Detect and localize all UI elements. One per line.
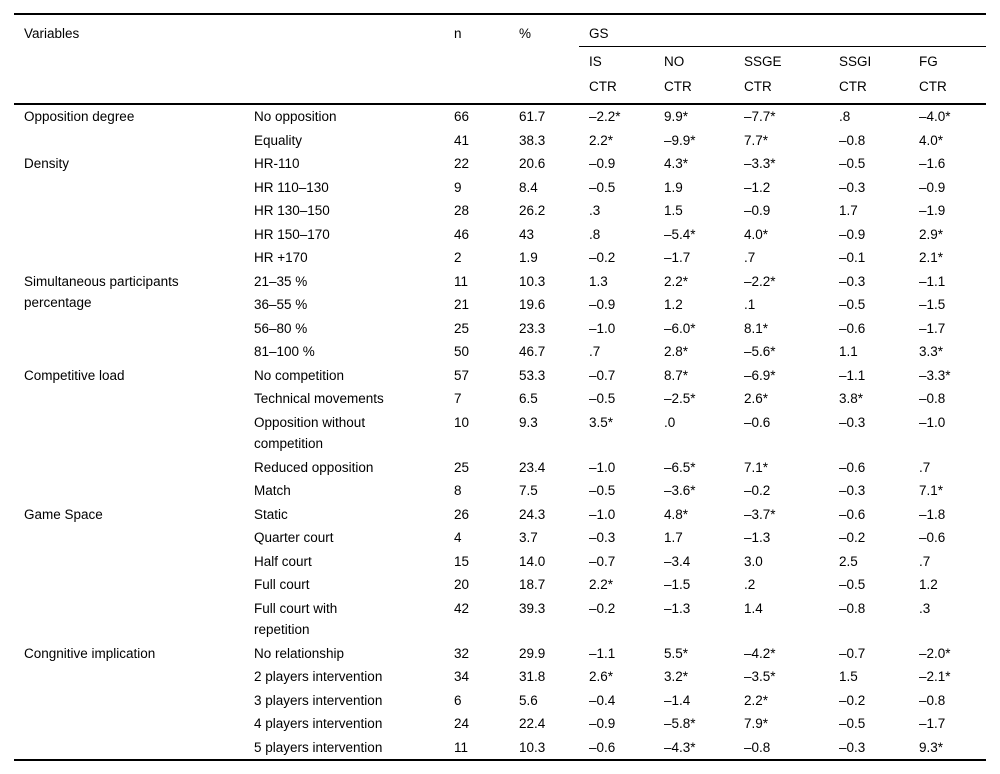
ctr-value-ssgi: –0.6 — [839, 506, 866, 522]
ctr-value-is: –2.2* — [589, 109, 621, 124]
ctr-value-no: 9.9* — [664, 109, 689, 124]
n-value: 41 — [454, 132, 470, 148]
ctr-value-ssgi: .8 — [839, 109, 851, 124]
ctr-value-no: 2.2* — [664, 273, 689, 289]
table-body — [14, 104, 986, 760]
ctr-value-ssgi: –1.1 — [839, 367, 866, 383]
ctr-value-no: –5.4* — [664, 226, 696, 242]
ctr-value-fg: .7 — [919, 459, 931, 475]
ctr-value-fg: –0.8 — [919, 692, 946, 708]
n-value: 25 — [454, 320, 470, 336]
category-label: HR 130–150 — [254, 203, 330, 218]
pct-value: 7.5 — [519, 483, 538, 498]
ctr-value-is: –1.1 — [589, 645, 616, 661]
ctr-value-no: 4.3* — [664, 156, 689, 171]
ctr-value-is: –0.2 — [589, 600, 616, 616]
ctr-value-ssge: –3.5* — [744, 669, 776, 684]
ctr-value-fg: 2.1* — [919, 250, 944, 265]
column-header-n: n — [454, 26, 462, 41]
ctr-value-ssge: 3.0 — [744, 553, 763, 569]
ctr-label-no: CTR — [654, 76, 734, 104]
ctr-value-fg: 9.3* — [919, 739, 944, 755]
ctr-value-no: 3.2* — [664, 669, 689, 684]
ctr-value-is: –0.7 — [589, 553, 616, 569]
table-row — [14, 503, 986, 527]
ctr-value-no: –9.9* — [664, 132, 696, 148]
category-label: Half court — [254, 553, 312, 569]
n-value: 11 — [454, 739, 469, 755]
ctr-value-is: 2.2* — [589, 577, 614, 592]
n-value: 66 — [454, 109, 470, 124]
ctr-value-is: –1.0 — [589, 506, 616, 522]
ctr-value-no: –6.0* — [664, 320, 696, 336]
category-label: 81–100 % — [254, 344, 315, 359]
ctr-value-fg: –3.3* — [919, 367, 951, 383]
ctr-value-fg: –1.7 — [919, 320, 946, 336]
table-row — [14, 364, 986, 388]
ctr-value-no: –1.5 — [664, 577, 691, 592]
group-label: Simultaneous participants percentage — [24, 273, 179, 310]
pct-value: 26.2 — [519, 203, 546, 218]
ctr-value-no: 1.5 — [664, 203, 683, 218]
pct-value: 18.7 — [519, 577, 546, 592]
ctr-value-ssgi: –0.3 — [839, 739, 866, 755]
ctr-value-ssge: 4.0* — [744, 226, 769, 242]
ctr-value-is: –0.2 — [589, 250, 616, 265]
ctr-value-is: .8 — [589, 226, 601, 242]
category-label: 21–35 % — [254, 273, 308, 289]
pct-value: 23.4 — [519, 459, 546, 475]
ctr-value-ssge: –1.3 — [744, 530, 771, 545]
ctr-value-ssgi: –0.2 — [839, 692, 866, 708]
ctr-value-ssge: –0.6 — [744, 414, 771, 430]
header-spacer — [509, 46, 579, 76]
ctr-value-is: –0.4 — [589, 692, 616, 708]
header-row-ctr — [14, 76, 986, 104]
ctr-value-fg: .7 — [919, 553, 931, 569]
group-label: Opposition degree — [24, 109, 135, 124]
header-spacer — [14, 76, 444, 104]
category-label: Technical movements — [254, 391, 384, 406]
ctr-value-no: 8.7* — [664, 367, 689, 383]
ctr-value-is: –0.7 — [589, 367, 616, 383]
ctr-value-is: .7 — [589, 344, 601, 359]
n-value: 25 — [454, 459, 470, 475]
ctr-value-ssgi: 3.8* — [839, 391, 864, 406]
n-value: 10 — [454, 414, 470, 430]
header-row-subcolumns — [14, 46, 986, 76]
ctr-value-is: 3.5* — [589, 414, 614, 430]
ctr-value-fg: 4.0* — [919, 132, 944, 148]
ctr-value-ssgi: –0.5 — [839, 297, 866, 312]
pct-value: 1.9 — [519, 250, 538, 265]
ctr-value-ssge: .2 — [744, 577, 756, 592]
ctr-value-ssge: –3.7* — [744, 506, 776, 522]
column-header-ssge: SSGE — [744, 53, 782, 69]
pct-value: 39.3 — [519, 600, 546, 616]
ctr-value-ssge: 2.6* — [744, 391, 769, 406]
ctr-value-fg: .3 — [919, 600, 931, 616]
pct-value: 23.3 — [519, 320, 546, 336]
group-label: Game Space — [24, 506, 103, 522]
ctr-value-fg: –0.9 — [919, 179, 946, 195]
ctr-label-fg: CTR — [909, 76, 986, 104]
ctr-value-ssgi: –0.9 — [839, 226, 866, 242]
n-value: 21 — [454, 297, 470, 312]
ctr-value-ssgi: –0.5 — [839, 577, 866, 592]
ctr-value-no: –1.3 — [664, 600, 691, 616]
ctr-value-fg: –1.8 — [919, 506, 946, 522]
ctr-value-ssge: 7.7* — [744, 132, 769, 148]
ctr-value-is: –0.9 — [589, 716, 616, 731]
ctr-value-fg: –4.0* — [919, 109, 951, 124]
n-value: 9 — [454, 179, 462, 195]
table-row — [14, 642, 986, 666]
n-value: 34 — [454, 669, 470, 684]
header-spacer — [444, 46, 509, 76]
group-label: Congnitive implication — [24, 645, 156, 661]
ctr-value-ssgi: –0.8 — [839, 600, 866, 616]
ctr-value-is: .3 — [589, 203, 601, 218]
n-value: 4 — [454, 530, 462, 545]
ctr-value-is: –0.5 — [589, 179, 616, 195]
pct-value: 14.0 — [519, 553, 546, 569]
category-label: HR +170 — [254, 250, 308, 265]
pct-value: 9.3 — [519, 414, 538, 430]
ctr-value-fg: –0.8 — [919, 391, 946, 406]
pct-value: 3.7 — [519, 530, 538, 545]
n-value: 6 — [454, 692, 462, 708]
pct-value: 53.3 — [519, 367, 546, 383]
ctr-value-no: 5.5* — [664, 645, 689, 661]
ctr-value-no: –3.4 — [664, 553, 691, 569]
ctr-value-fg: –1.5 — [919, 297, 946, 312]
pct-value: 6.5 — [519, 391, 538, 406]
header-spacer — [509, 76, 579, 104]
column-header-is: IS — [589, 53, 602, 69]
n-value: 15 — [454, 553, 470, 569]
category-label: 4 players intervention — [254, 716, 383, 731]
ctr-value-ssgi: –0.6 — [839, 459, 866, 475]
ctr-value-ssgi: –0.7 — [839, 645, 866, 661]
ctr-value-is: –0.5 — [589, 483, 616, 498]
ctr-value-fg: –1.9 — [919, 203, 946, 218]
category-label: HR 150–170 — [254, 226, 330, 242]
ctr-value-ssge: –5.6* — [744, 344, 776, 359]
pct-value: 20.6 — [519, 156, 546, 171]
pct-value: 38.3 — [519, 132, 546, 148]
pct-value: 8.4 — [519, 179, 538, 195]
n-value: 2 — [454, 250, 462, 265]
n-value: 50 — [454, 344, 470, 359]
ctr-value-ssgi: –0.5 — [839, 156, 866, 171]
ctr-value-ssge: –6.9* — [744, 367, 776, 383]
ctr-value-fg: 3.3* — [919, 344, 944, 359]
ctr-value-ssgi: 1.7 — [839, 203, 858, 218]
column-header-gs: GS — [579, 14, 986, 46]
ctr-value-no: –2.5* — [664, 391, 696, 406]
category-label: Match — [254, 483, 291, 498]
ctr-value-no: –1.7 — [664, 250, 691, 265]
n-value: 42 — [454, 600, 470, 616]
ctr-value-fg: 1.2 — [919, 577, 938, 592]
n-value: 26 — [454, 506, 470, 522]
pct-value: 46.7 — [519, 344, 546, 359]
ctr-value-ssgi: –0.1 — [839, 250, 866, 265]
ctr-value-ssgi: 2.5 — [839, 553, 858, 569]
column-header-ssgi: SSGI — [839, 53, 872, 69]
n-value: 7 — [454, 391, 462, 406]
header-spacer — [14, 46, 444, 76]
ctr-value-ssge: –3.3* — [744, 156, 776, 171]
category-label: HR-110 — [254, 156, 300, 171]
ctr-value-ssgi: 1.5 — [839, 669, 858, 684]
ctr-value-ssge: 2.2* — [744, 692, 769, 708]
ctr-value-ssge: 8.1* — [744, 320, 769, 336]
ctr-value-ssge: –0.2 — [744, 483, 771, 498]
n-value: 22 — [454, 156, 470, 171]
ctr-value-fg: –1.0 — [919, 414, 946, 430]
ctr-value-is: –1.0 — [589, 459, 616, 475]
category-label: 56–80 % — [254, 320, 308, 336]
ctr-value-is: –0.5 — [589, 391, 616, 406]
category-label: Quarter court — [254, 530, 334, 545]
group-label: Competitive load — [24, 367, 125, 383]
pct-value: 10.3 — [519, 273, 546, 289]
ctr-value-no: 1.7 — [664, 530, 683, 545]
column-header-fg: FG — [919, 53, 938, 69]
ctr-value-is: –0.6 — [589, 739, 616, 755]
ctr-value-is: 2.2* — [589, 132, 614, 148]
ctr-value-ssgi: –0.3 — [839, 483, 866, 498]
ctr-value-ssge: .1 — [744, 297, 756, 312]
ctr-value-fg: 7.1* — [919, 483, 944, 498]
n-value: 28 — [454, 203, 470, 218]
category-label: 2 players intervention — [254, 669, 383, 684]
ctr-value-no: –3.6* — [664, 483, 696, 498]
group-label: Density — [24, 156, 70, 171]
ctr-value-no: 2.8* — [664, 344, 689, 359]
ctr-value-ssge: –1.2 — [744, 179, 771, 195]
ctr-value-ssge: 7.9* — [744, 716, 769, 731]
ctr-value-is: –0.9 — [589, 297, 616, 312]
category-label: HR 110–130 — [254, 179, 329, 195]
ctr-value-ssge: .7 — [744, 250, 756, 265]
column-header-pct: % — [519, 26, 532, 41]
category-label: 3 players intervention — [254, 692, 383, 708]
category-label: No competition — [254, 367, 345, 383]
ctr-value-is: –0.9 — [589, 156, 616, 171]
n-value: 32 — [454, 645, 470, 661]
ctr-value-fg: –1.7 — [919, 716, 946, 731]
header-row-top — [14, 14, 986, 46]
pct-value: 61.7 — [519, 109, 546, 124]
n-value: 46 — [454, 226, 470, 242]
ctr-label-is: CTR — [579, 76, 654, 104]
category-label: 5 players intervention — [254, 739, 383, 755]
ctr-value-ssge: –7.7* — [744, 109, 776, 124]
ctr-value-no: .0 — [664, 414, 676, 430]
pct-value: 5.6 — [519, 692, 538, 708]
category-label: Reduced opposition — [254, 459, 374, 475]
ctr-value-ssge: –2.2* — [744, 273, 776, 289]
n-value: 57 — [454, 367, 470, 383]
ctr-value-is: 2.6* — [589, 669, 614, 684]
ctr-value-is: 1.3 — [589, 273, 608, 289]
pct-value: 43 — [519, 226, 535, 242]
ctr-value-no: 4.8* — [664, 506, 689, 522]
ctr-value-no: 1.2 — [664, 297, 683, 312]
ctr-value-fg: –2.0* — [919, 645, 951, 661]
pct-value: 19.6 — [519, 297, 546, 312]
ctr-value-no: 1.9 — [664, 179, 683, 195]
ctr-value-ssgi: –0.5 — [839, 716, 866, 731]
ctr-value-is: –0.3 — [589, 530, 616, 545]
header-spacer — [444, 76, 509, 104]
ctr-value-ssgi: –0.8 — [839, 132, 866, 148]
n-value: 24 — [454, 716, 470, 731]
ctr-value-fg: –2.1* — [919, 669, 951, 684]
ctr-value-ssgi: 1.1 — [839, 344, 858, 359]
ctr-value-ssge: –4.2* — [744, 645, 776, 661]
ctr-value-ssgi: –0.3 — [839, 273, 866, 289]
category-label: 36–55 % — [254, 297, 308, 312]
ctr-value-ssgi: –0.3 — [839, 414, 866, 430]
category-label: Full court — [254, 577, 310, 592]
ctr-value-fg: –1.6 — [919, 156, 946, 171]
category-label: No relationship — [254, 645, 345, 661]
ctr-value-ssge: 1.4 — [744, 600, 763, 616]
pct-value: 10.3 — [519, 739, 546, 755]
n-value: 11 — [454, 273, 469, 289]
results-table — [14, 13, 986, 761]
category-label: No opposition — [254, 109, 337, 124]
ctr-value-ssgi: –0.3 — [839, 179, 866, 195]
ctr-label-ssgi: CTR — [829, 76, 909, 104]
ctr-value-ssgi: –0.2 — [839, 530, 866, 545]
ctr-value-no: –4.3* — [664, 739, 696, 755]
ctr-value-ssge: 7.1* — [744, 459, 769, 475]
ctr-value-ssge: –0.9 — [744, 203, 771, 218]
ctr-value-is: –1.0 — [589, 320, 616, 336]
pct-value: 29.9 — [519, 645, 546, 661]
ctr-label-ssge: CTR — [734, 76, 829, 104]
ctr-value-fg: –0.6 — [919, 530, 946, 545]
category-label: Static — [254, 506, 288, 522]
column-header-no: NO — [664, 53, 685, 69]
ctr-value-ssgi: –0.6 — [839, 320, 866, 336]
pct-value: 31.8 — [519, 669, 546, 684]
pct-value: 22.4 — [519, 716, 546, 731]
ctr-value-no: –6.5* — [664, 459, 696, 475]
table-row — [14, 270, 986, 294]
n-value: 20 — [454, 577, 470, 592]
ctr-value-fg: 2.9* — [919, 226, 944, 242]
n-value: 8 — [454, 483, 462, 498]
pct-value: 24.3 — [519, 506, 546, 522]
ctr-value-fg: –1.1 — [919, 273, 946, 289]
ctr-value-no: –1.4 — [664, 692, 691, 708]
ctr-value-no: –5.8* — [664, 716, 696, 731]
table-row — [14, 104, 986, 129]
category-label: Equality — [254, 132, 303, 148]
table-row — [14, 152, 986, 176]
category-label: Full court with repetition — [254, 600, 338, 637]
category-label: Opposition without competition — [254, 414, 366, 451]
column-header-variables: Variables — [24, 26, 80, 41]
ctr-value-ssge: –0.8 — [744, 739, 771, 755]
